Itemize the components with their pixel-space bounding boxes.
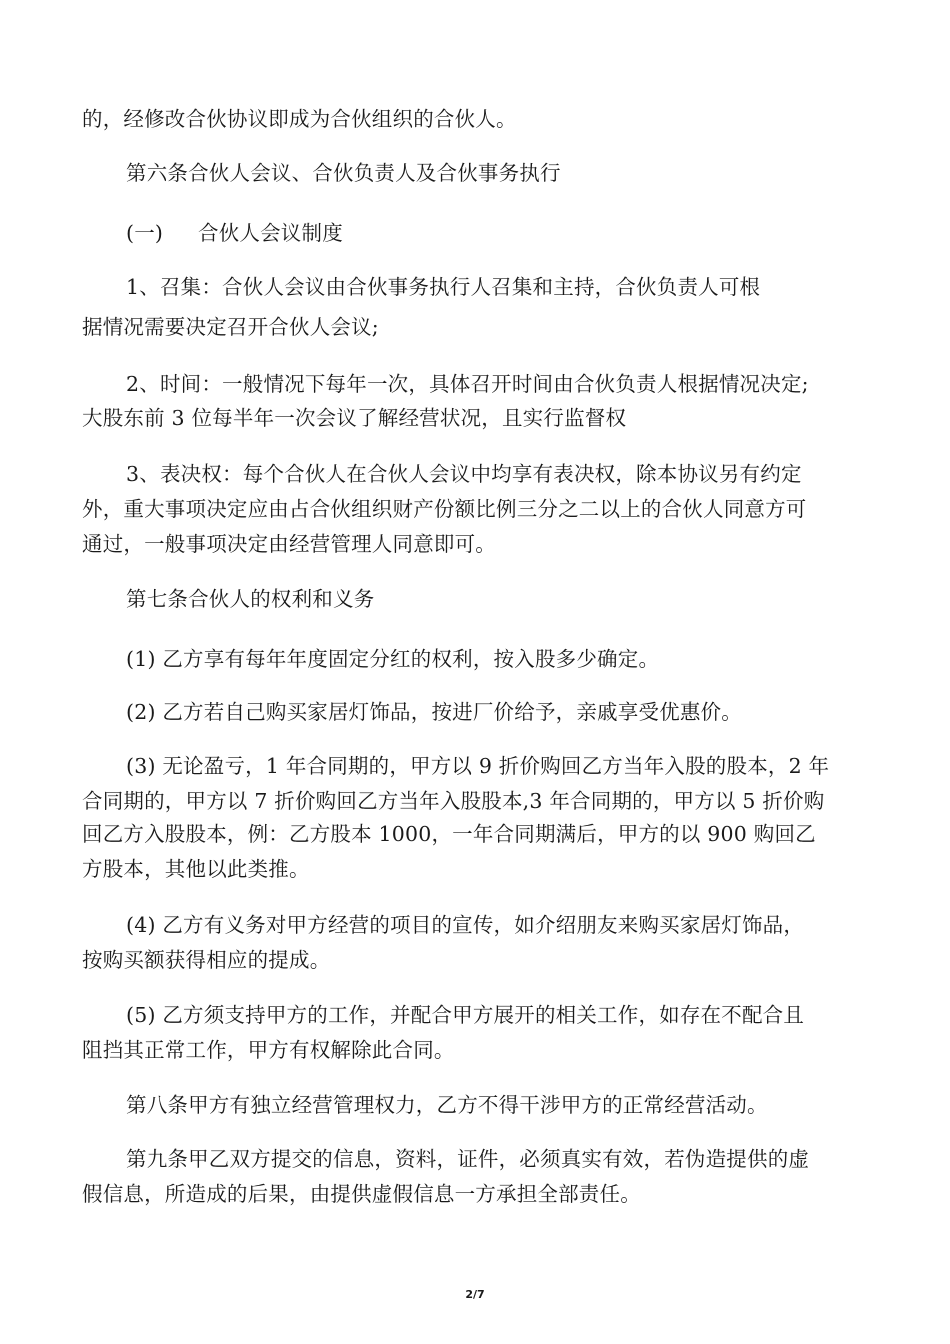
article-heading-6: 第六条合伙人会议、合伙负责人及合伙事务执行 — [126, 161, 561, 185]
paragraph-line: 2、时间：一般情况下每年一次，具体召开时间由合伙负责人根据情况决定; — [126, 372, 809, 396]
paragraph-line: 3、表决权：每个合伙人在合伙人会议中均享有表决权，除本协议另有约定 — [126, 462, 802, 486]
paragraph-line: 方股本，其他以此类推。 — [82, 857, 310, 881]
section-heading-1 — [0, 219, 950, 247]
section-number: (一) — [126, 221, 164, 245]
paragraph-line: 阻挡其正常工作，甲方有权解除此合同。 — [82, 1038, 455, 1062]
paragraph-line: 外，重大事项决定应由占合伙组织财产份额比例三分之二以上的合伙人同意方可 — [82, 497, 807, 521]
paragraph-line: 的，经修改合伙协议即成为合伙组织的合伙人。 — [82, 107, 517, 131]
paragraph-line: 据情况需要决定召开合伙人会议; — [82, 315, 379, 339]
paragraph-line: 回乙方入股股本，例：乙方股本 1000，一年合同期满后，甲方的以 900 购回乙 — [82, 822, 816, 846]
list-item: (5) 乙方须支持甲方的工作，并配合甲方展开的相关工作，如存在不配合且 — [126, 1003, 805, 1027]
paragraph-line: 按购买额获得相应的提成。 — [82, 948, 331, 972]
paragraph-line: 1、召集：合伙人会议由合伙事务执行人召集和主持，合伙负责人可根 — [126, 275, 761, 299]
article-heading-8: 第八条甲方有独立经营管理权力，乙方不得干涉甲方的正常经营活动。 — [126, 1093, 768, 1117]
page-number: 2/7 — [465, 1288, 485, 1301]
paragraph-line: 假信息，所造成的后果，由提供虚假信息一方承担全部责任。 — [82, 1182, 641, 1206]
list-item: (3) 无论盈亏，1 年合同期的，甲方以 9 折价购回乙方当年入股的股本，2 年 — [126, 754, 830, 778]
list-item: (4) 乙方有义务对甲方经营的项目的宣传，如介绍朋友来购买家居灯饰品， — [126, 913, 805, 937]
paragraph-line: 合同期的，甲方以 7 折价购回乙方当年入股股本,3 年合同期的，甲方以 5 折价购 — [82, 789, 825, 813]
paragraph-line: 通过，一般事项决定由经营管理人同意即可。 — [82, 532, 496, 556]
article-heading-7: 第七条合伙人的权利和义务 — [126, 587, 375, 611]
paragraph-line: 大股东前 3 位每半年一次会议了解经营状况，且实行监督权 — [82, 406, 627, 430]
section-title: 合伙人会议制度 — [198, 221, 343, 245]
article-heading-9: 第九条甲乙双方提交的信息，资料，证件，必须真实有效，若伪造提供的虚 — [126, 1147, 810, 1171]
list-item: (1) 乙方享有每年年度固定分红的权利，按入股多少确定。 — [126, 647, 660, 671]
list-item: (2) 乙方若自己购买家居灯饰品，按进厂价给予，亲戚享受优惠价。 — [126, 700, 742, 724]
